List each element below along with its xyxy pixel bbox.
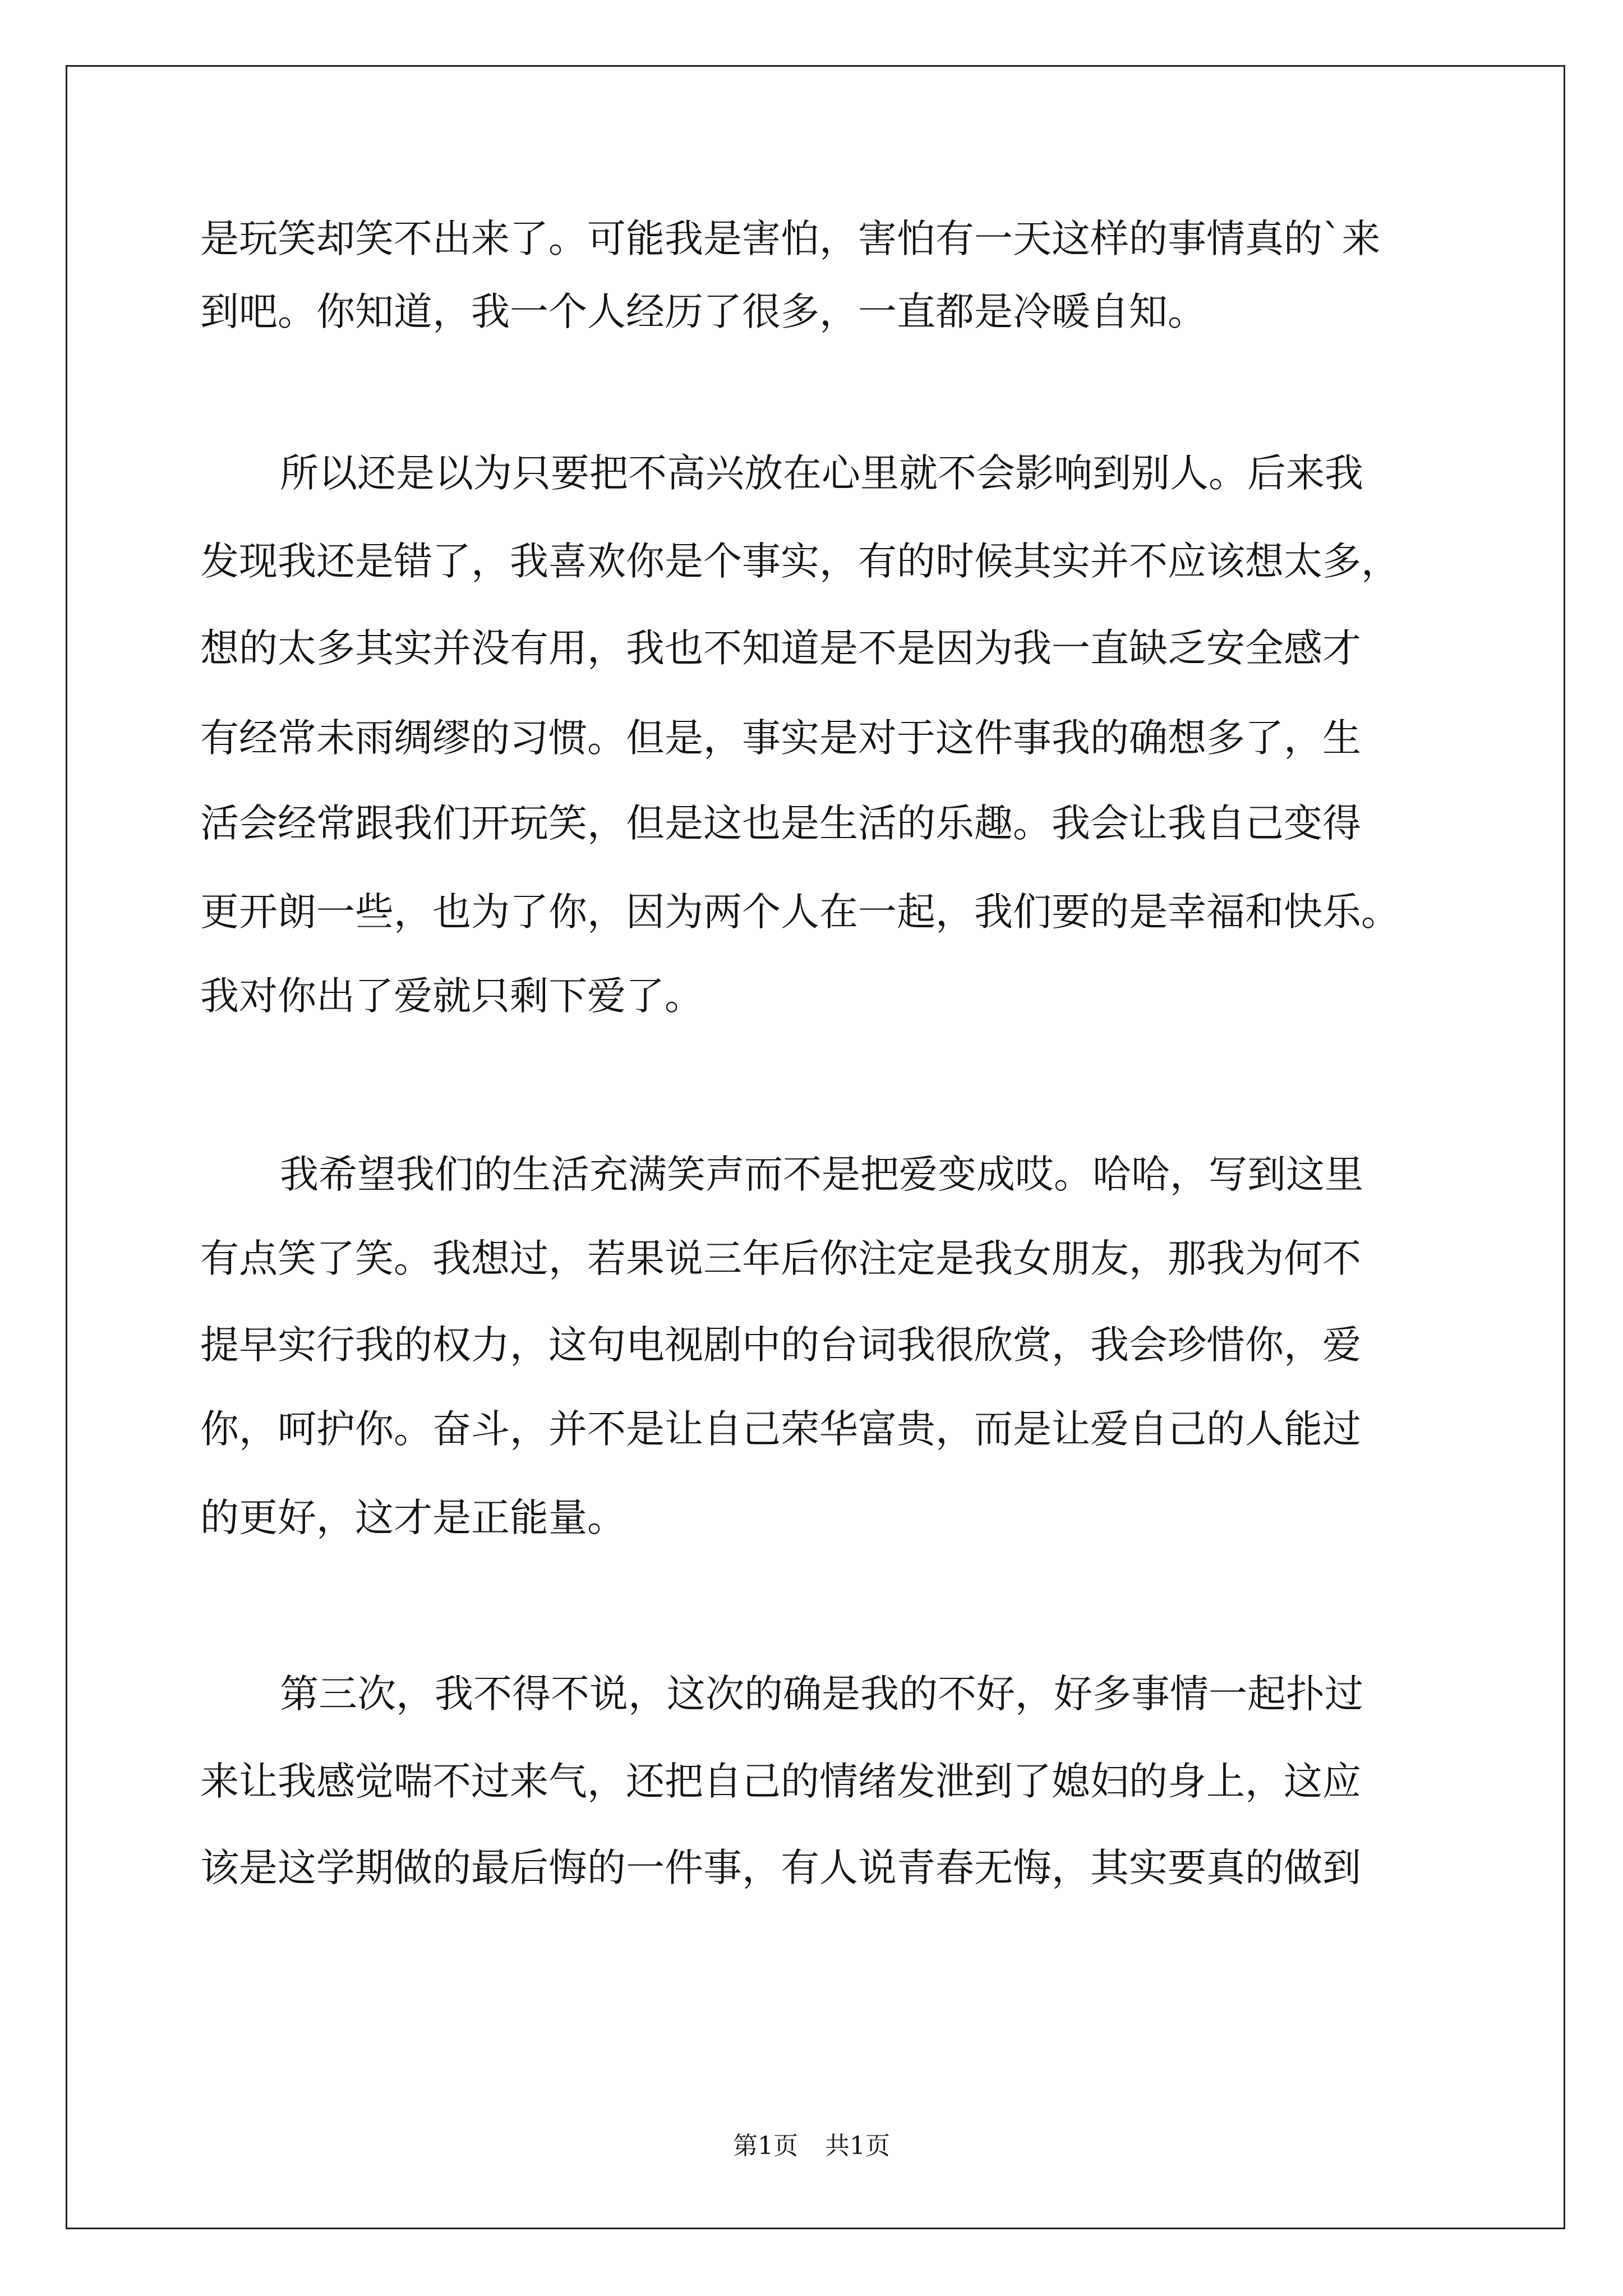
page-number: 第1页 xyxy=(733,2132,798,2160)
text-line: 的更好，这才是正能量。 xyxy=(200,1496,626,1540)
text-line: 有经常未雨绸缪的习惯。但是，事实是对于这件事我的确想多了，生 xyxy=(200,716,1361,761)
text-line: 提早实行我的权力，这句电视剧中的台词我很欣赏，我会珍惜你，爱 xyxy=(200,1323,1361,1368)
paragraph-first-line: 第三次，我不得不说，这次的确是我的不好，好多事情一起扑过 xyxy=(280,1672,1363,1717)
text-line: 该是这学期做的最后悔的一件事，有人说青春无悔，其实要真的做到 xyxy=(200,1846,1361,1890)
text-line: 更开朗一些，也为了你，因为两个人在一起，我们要的是幸福和快乐。 xyxy=(200,890,1400,935)
text-line: 你，呵护你。奋斗，并不是让自己荣华富贵，而是让爱自己的人能过 xyxy=(200,1407,1361,1452)
page-total: 共1页 xyxy=(825,2132,890,2160)
text-line: 活会经常跟我们开玩笑，但是这也是生活的乐趣。我会让我自己变得 xyxy=(200,801,1361,846)
text-line: 到吧。你知道，我一个人经历了很多，一直都是冷暖自知。 xyxy=(200,289,1206,334)
text-line: 我对你出了爱就只剩下爱了。 xyxy=(200,974,703,1019)
page-footer xyxy=(0,2132,1623,2161)
text-line: 想的太多其实并没有用，我也不知道是不是因为我一直缺乏安全感才 xyxy=(200,626,1361,671)
paragraph-first-line: 所以还是以为只要把不高兴放在心里就不会影响到别人。后来我 xyxy=(280,451,1363,496)
text-line: 是玩笑却笑不出来了。可能我是害怕，害怕有一天这样的事情真的`来 xyxy=(200,217,1381,261)
text-line: 有点笑了笑。我想过，若果说三年后你注定是我女朋友，那我为何不 xyxy=(200,1236,1361,1281)
text-line: 发现我还是错了，我喜欢你是个事实，有的时候其实并不应该想太多， xyxy=(200,539,1400,584)
paragraph-first-line: 我希望我们的生活充满笑声而不是把爱变成哎。哈哈，写到这里 xyxy=(280,1152,1363,1197)
text-line: 来让我感觉喘不过来气，还把自己的情绪发泄到了媳妇的身上，这应 xyxy=(200,1759,1361,1804)
page-border xyxy=(66,65,1565,2229)
